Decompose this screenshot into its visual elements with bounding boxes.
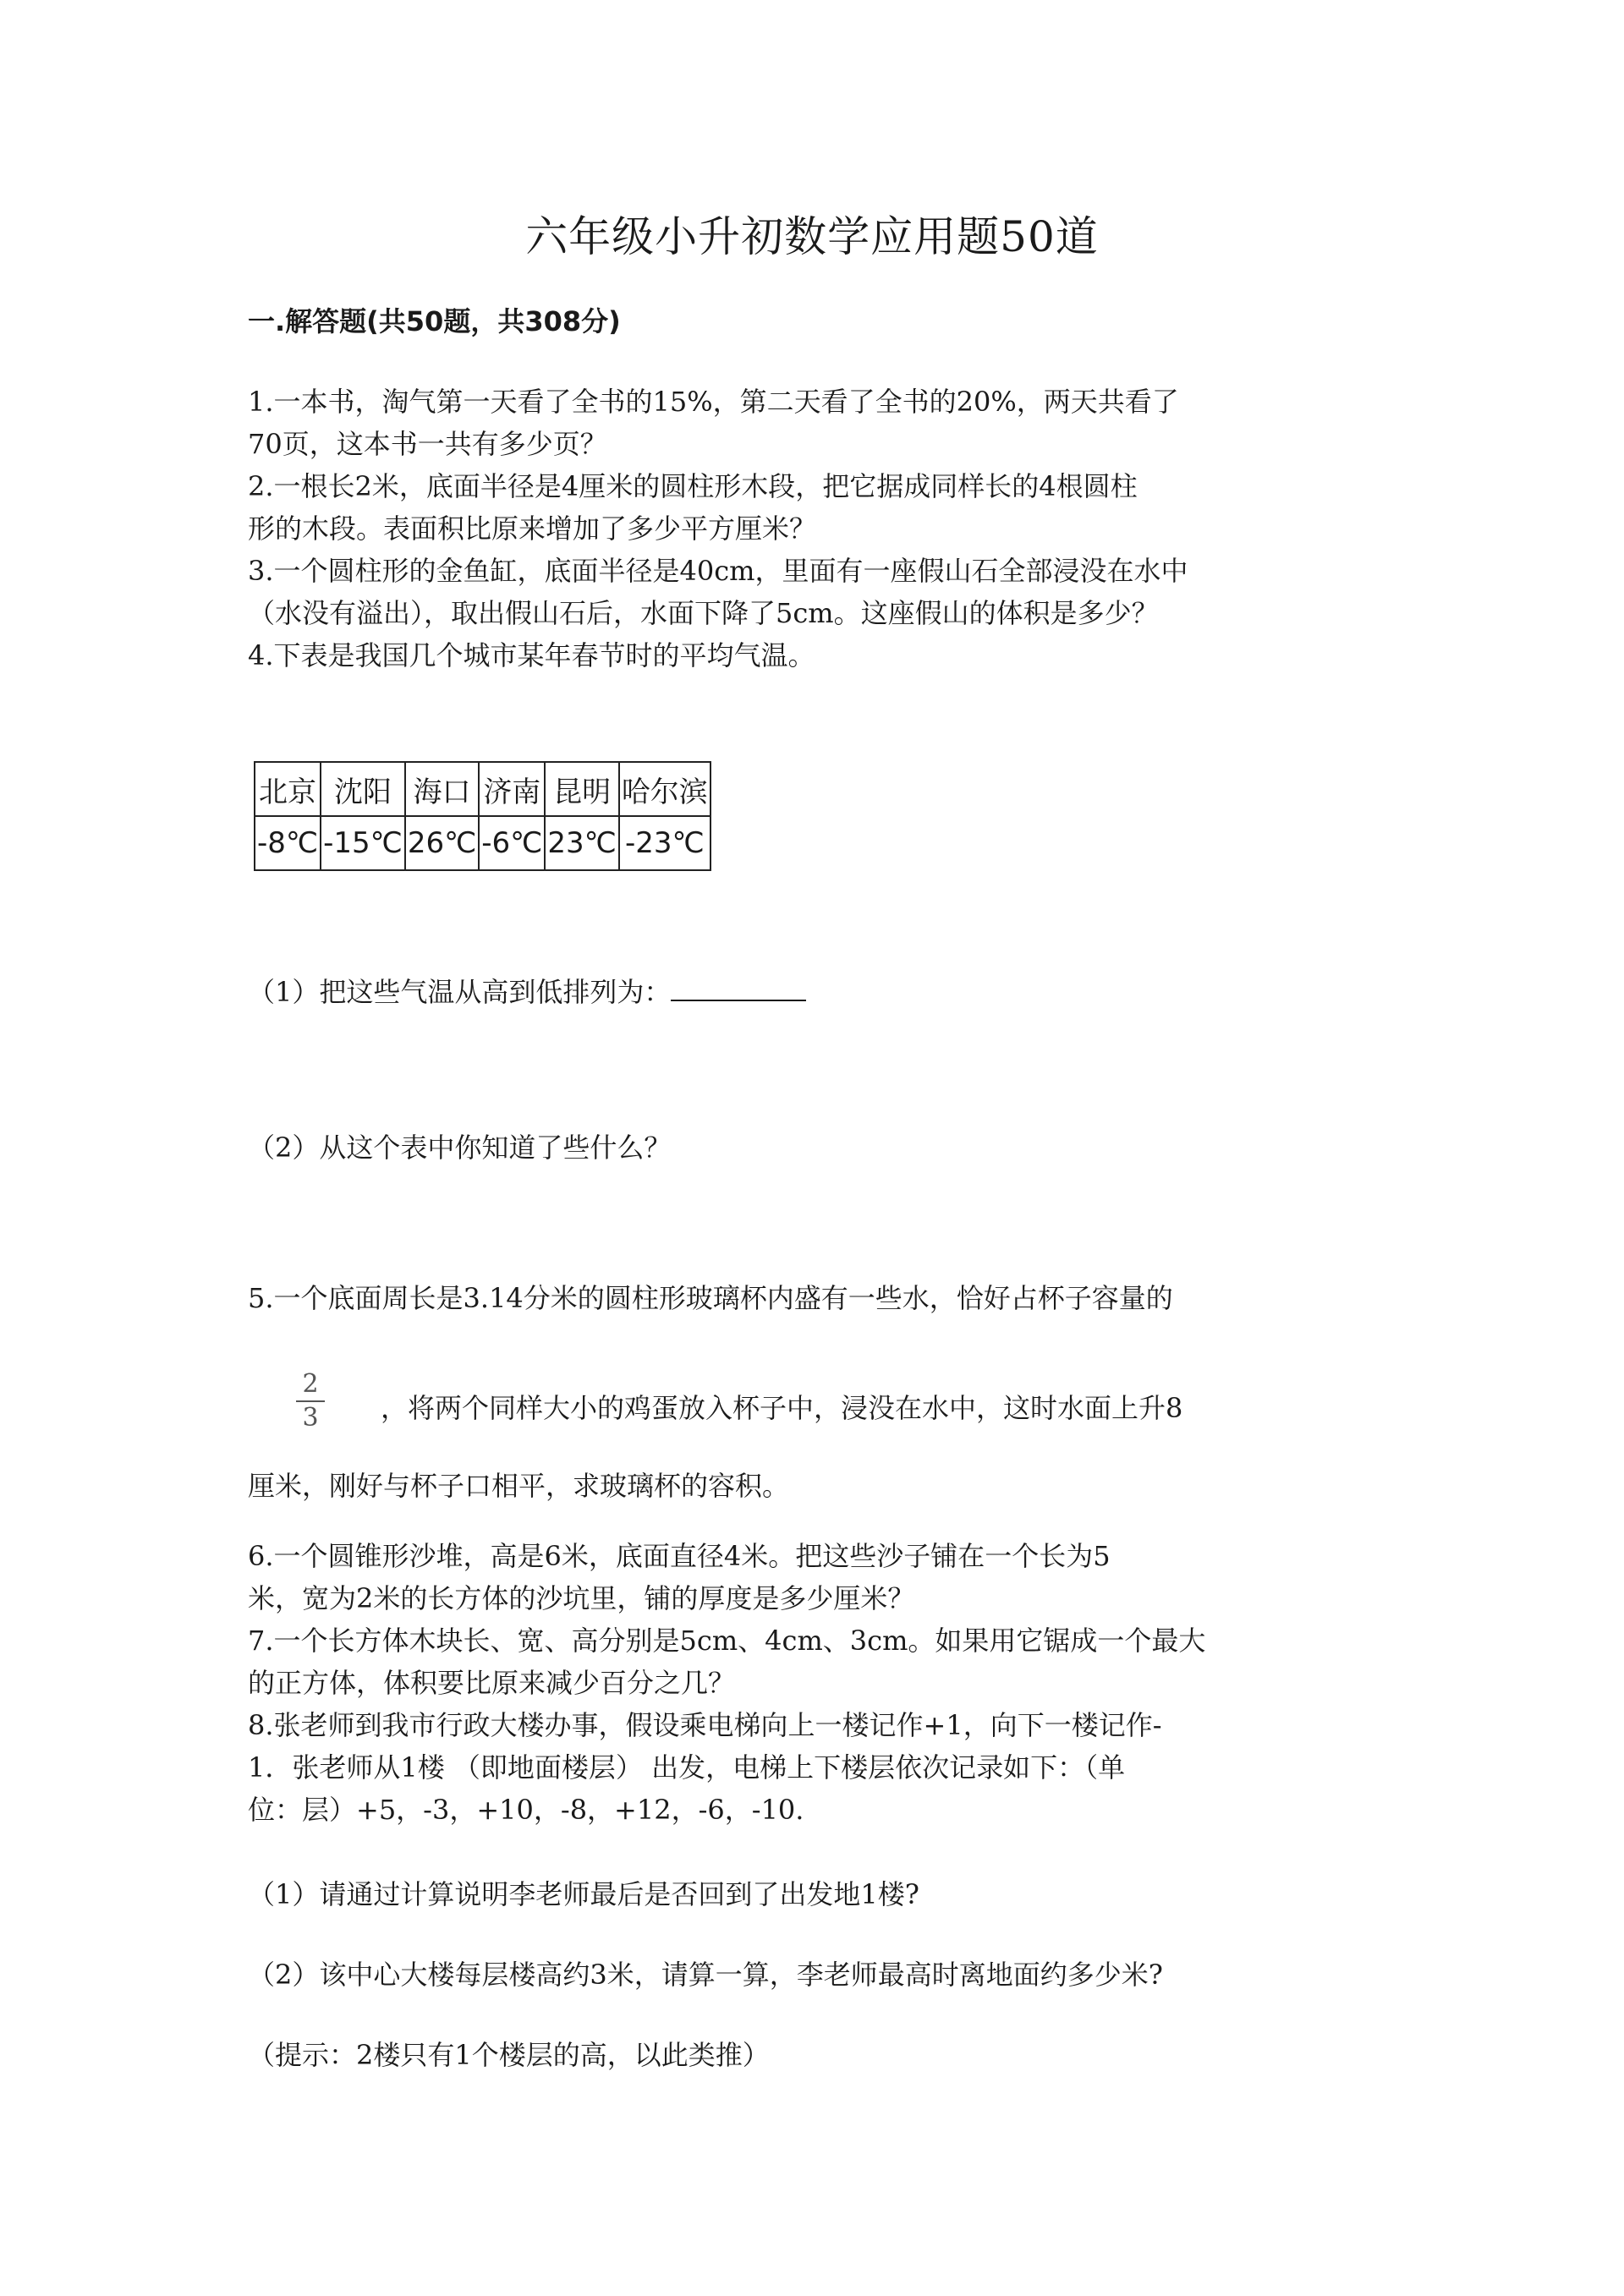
question-5-line-3: 厘米，刚好与杯子口相平，求玻璃杯的容积。: [248, 1470, 790, 1502]
table-cell-temp: -8℃: [255, 816, 321, 870]
table-cell-temp: -15℃: [321, 816, 405, 870]
table-row-temps: [255, 816, 710, 870]
question-4-sub-1: [248, 971, 806, 1010]
question-6: [248, 1535, 1415, 1619]
question-8-line-2: 1．张老师从1楼 （即地面楼层） 出发，电梯上下楼层依次记录如下：（单: [248, 1751, 1126, 1784]
question-3: [248, 550, 1415, 634]
question-4: [248, 634, 1415, 677]
question-7-line-1: 7.一个长方体木块长、宽、高分别是5cm、4cm、3cm。如果用它锯成一个最大: [248, 1625, 1206, 1657]
question-8-line-1: 8.张老师到我市行政大楼办事，假设乘电梯向上一楼记作+1，向下一楼记作-: [248, 1709, 1162, 1741]
fraction-numerator: 2: [302, 1369, 319, 1399]
temperature-table: [254, 761, 711, 871]
question-4-line-1: 4.下表是我国几个城市某年春节时的平均气温。: [248, 639, 815, 671]
question-6-line-2: 米，宽为2米的长方体的沙坑里，铺的厚度是多少厘米？: [248, 1582, 915, 1614]
question-6-line-1: 6.一个圆锥形沙堆，高是6米，底面直径4米。把这些沙子铺在一个长为5: [248, 1540, 1111, 1572]
fraction-bar: [296, 1400, 325, 1402]
section-heading: 一.解答题(共50题，共308分): [248, 305, 621, 337]
question-7: [248, 1619, 1415, 1704]
table-cell-city: 海口: [405, 762, 479, 816]
question-7-line-2: 的正方体，体积要比原来减少百分之几？: [248, 1667, 736, 1699]
question-1-line-1: 1.一本书，淘气第一天看了全书的15%，第二天看了全书的20%，两天共看了: [248, 386, 1179, 418]
table-cell-temp: -23℃: [619, 816, 710, 870]
question-8-sub-2: （2）该中心大楼每层楼高约3米，请算一算，李老师最高时离地面约多少米?: [248, 1959, 1163, 1991]
question-5-line-2: ，将两个同样大小的鸡蛋放入杯子中，浸没在水中，这时水面上升8: [381, 1392, 1183, 1424]
answer-blank: [671, 974, 806, 1001]
question-8-line-3: 位：层）+5，-3，+10，-8，+12，-6，-10.: [248, 1794, 804, 1826]
question-1: [248, 381, 1415, 465]
question-2: [248, 465, 1415, 550]
table-cell-city: 济南: [479, 762, 545, 816]
table-cell-city: 沈阳: [321, 762, 405, 816]
question-3-line-1: 3.一个圆柱形的金鱼缸，底面半径是40cm，里面有一座假山石全部浸没在水中: [248, 555, 1188, 587]
fraction-two-thirds: [296, 1370, 325, 1433]
question-8-hint: （提示：2楼只有1个楼层的高，以此类推）: [248, 2039, 770, 2071]
fraction-denominator: 3: [302, 1403, 319, 1433]
question-4-sub-1-text: （1）把这些气温从高到低排列为：: [248, 976, 672, 1008]
page-title: 六年级小升初数学应用题50道: [525, 212, 1099, 261]
table-cell-city: 北京: [255, 762, 321, 816]
table-cell-city: 哈尔滨: [619, 762, 710, 816]
table-cell-temp: 23℃: [545, 816, 618, 870]
table-cell-temp: 26℃: [405, 816, 479, 870]
question-8-sub-1: （1）请通过计算说明李老师最后是否回到了出发地1楼?: [248, 1878, 919, 1910]
question-4-sub-2: （2）从这个表中你知道了些什么？: [248, 1132, 672, 1164]
question-2-line-1: 2.一根长2米，底面半径是4厘米的圆柱形木段，把它据成同样长的4根圆柱: [248, 470, 1138, 502]
table-cell-city: 昆明: [545, 762, 618, 816]
question-1-line-2: 70页，这本书一共有多少页？: [248, 428, 607, 460]
question-3-line-2: （水没有溢出），取出假山石后，水面下降了5cm。这座假山的体积是多少？: [248, 597, 1159, 629]
table-cell-temp: -6℃: [479, 816, 545, 870]
question-2-line-2: 形的木段。表面积比原来增加了多少平方厘米？: [248, 512, 817, 545]
table-row-cities: [255, 762, 710, 816]
question-5-line-1: 5.一个底面周长是3.14分米的圆柱形玻璃杯内盛有一些水，恰好占杯子容量的: [248, 1282, 1173, 1314]
question-8: [248, 1704, 1415, 1831]
